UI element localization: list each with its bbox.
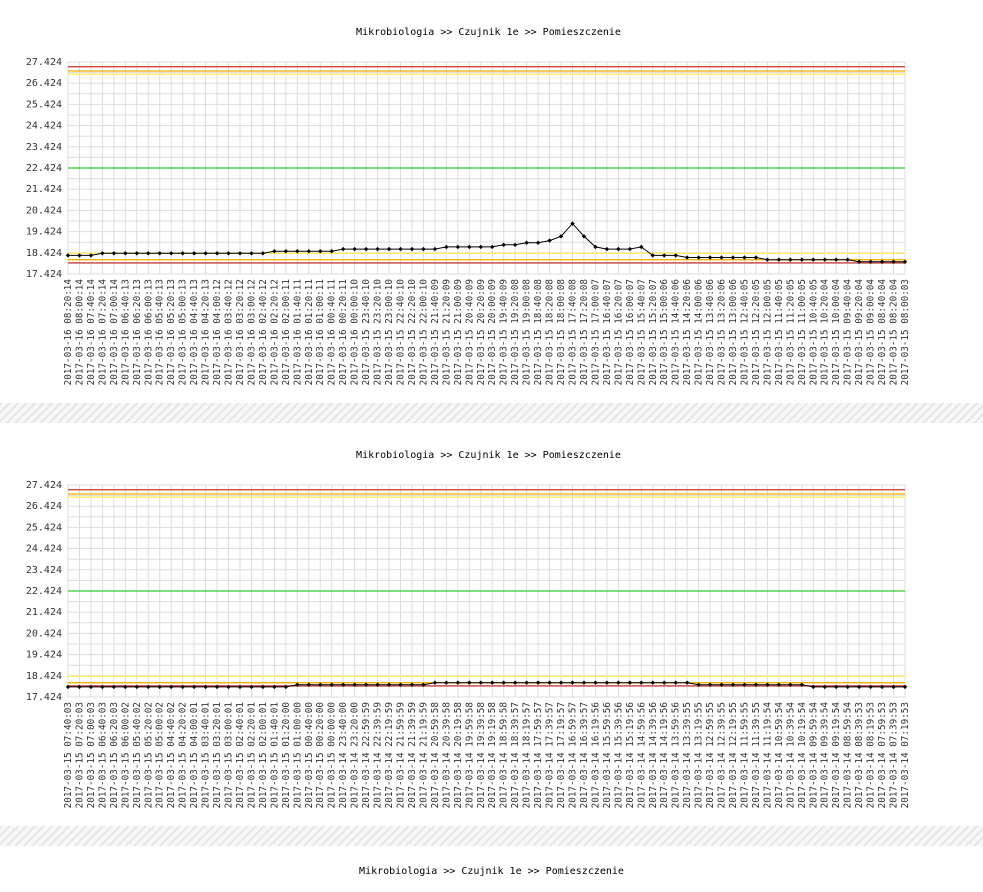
chart-title: Mikrobiologia >> Czujnik 1e >> Pomieszczenie xyxy=(356,27,621,38)
x-tick-label: 2017-03-15 07:00:03 xyxy=(85,702,97,809)
x-tick-label: 2017-03-16 08:00:14 xyxy=(74,279,86,386)
x-tick-label: 2017-03-14 17:19:57 xyxy=(556,702,568,809)
x-tick-label: 2017-03-15 21:00:09 xyxy=(452,278,464,386)
x-tick-label: 2017-03-14 14:59:56 xyxy=(636,702,648,809)
x-tick-label: 2017-03-15 06:20:03 xyxy=(108,702,120,809)
x-tick-label: 2017-03-16 05:20:13 xyxy=(166,279,178,386)
x-tick-label: 2017-03-14 14:39:56 xyxy=(647,702,659,809)
x-tick-label: 2017-03-15 02:00:01 xyxy=(257,702,269,809)
x-tick-label: 2017-03-16 03:20:12 xyxy=(234,279,246,386)
x-tick-label: 2017-03-15 14:20:06 xyxy=(682,279,694,386)
x-tick-label: 2017-03-15 12:40:05 xyxy=(739,279,751,386)
x-tick-label: 2017-03-14 12:19:55 xyxy=(728,702,740,809)
x-tick-label: 2017-03-14 23:20:00 xyxy=(349,702,361,809)
x-tick-label: 2017-03-14 07:59:53 xyxy=(877,702,889,809)
x-tick-label: 2017-03-14 15:39:56 xyxy=(613,702,625,809)
x-tick-label: 2017-03-15 03:00:01 xyxy=(223,702,235,809)
x-tick-label: 2017-03-15 20:40:09 xyxy=(464,279,476,386)
x-tick-label: 2017-03-15 09:40:04 xyxy=(842,279,854,386)
x-tick-label: 2017-03-16 00:00:10 xyxy=(349,279,361,386)
y-tick-label: 21.424 xyxy=(25,184,62,196)
x-tick-label: 2017-03-16 06:00:13 xyxy=(143,279,155,386)
x-tick-label: 2017-03-15 05:20:02 xyxy=(143,702,155,809)
separator-1 xyxy=(0,403,983,423)
y-tick-label: 21.424 xyxy=(25,607,62,619)
x-tick-label: 2017-03-16 01:40:11 xyxy=(292,279,304,386)
x-tick-label: 2017-03-15 14:00:06 xyxy=(693,279,705,386)
x-tick-label: 2017-03-16 00:40:11 xyxy=(326,279,338,386)
x-tick-label: 2017-03-15 23:20:10 xyxy=(372,279,384,386)
x-tick-label: 2017-03-15 17:40:08 xyxy=(567,279,579,386)
chart-title: Mikrobiologia >> Czujnik 1e >> Pomieszczenie xyxy=(356,450,621,461)
separator-2 xyxy=(0,826,983,846)
x-tick-label: 2017-03-14 22:59:59 xyxy=(361,702,373,809)
y-tick-label: 26.424 xyxy=(25,501,62,513)
chart-3-title: Mikrobiologia >> Czujnik 1e >> Pomieszczenie xyxy=(359,866,624,877)
x-tick-label: 2017-03-14 23:40:00 xyxy=(338,702,350,809)
x-tick-label: 2017-03-15 01:20:00 xyxy=(280,702,292,809)
x-tick-label: 2017-03-15 05:40:02 xyxy=(131,702,143,809)
x-tick-label: 2017-03-14 15:59:56 xyxy=(601,702,613,809)
x-tick-label: 2017-03-15 06:00:02 xyxy=(120,702,132,809)
y-tick-label: 26.424 xyxy=(25,78,62,90)
x-tick-label: 2017-03-15 00:20:00 xyxy=(315,702,327,809)
x-tick-label: 2017-03-15 20:00:09 xyxy=(487,279,499,386)
x-tick-label: 2017-03-16 05:00:13 xyxy=(177,279,189,386)
x-tick-label: 2017-03-16 04:00:12 xyxy=(212,279,224,386)
x-tick-label: 2017-03-14 16:39:57 xyxy=(578,702,590,809)
y-tick-label: 19.424 xyxy=(25,649,62,661)
x-tick-label: 2017-03-15 07:20:03 xyxy=(74,702,86,809)
x-tick-label: 2017-03-15 02:20:01 xyxy=(246,702,258,809)
x-tick-label: 2017-03-14 09:19:54 xyxy=(831,702,843,809)
x-tick-label: 2017-03-15 22:00:10 xyxy=(418,279,430,386)
x-tick-label: 2017-03-14 21:39:59 xyxy=(406,702,418,809)
x-tick-label: 2017-03-15 13:40:06 xyxy=(705,279,717,386)
x-tick-label: 2017-03-16 04:40:13 xyxy=(189,279,201,386)
x-tick-label: 2017-03-14 13:39:55 xyxy=(682,702,694,809)
x-tick-label: 2017-03-16 07:20:14 xyxy=(97,279,109,386)
x-tick-label: 2017-03-15 03:20:01 xyxy=(212,702,224,809)
x-tick-label: 2017-03-15 13:20:06 xyxy=(716,279,728,386)
x-tick-label: 2017-03-15 11:40:05 xyxy=(773,279,785,386)
x-tick-label: 2017-03-16 00:20:11 xyxy=(338,279,350,386)
x-tick-label: 2017-03-15 16:00:07 xyxy=(624,279,636,386)
x-tick-label: 2017-03-14 19:39:58 xyxy=(475,702,487,809)
x-tick-label: 2017-03-15 15:20:07 xyxy=(647,279,659,386)
x-tick-label: 2017-03-15 02:40:01 xyxy=(234,702,246,809)
y-tick-label: 24.424 xyxy=(25,120,62,132)
x-tick-label: 2017-03-14 07:19:53 xyxy=(900,702,911,809)
x-tick-label: 2017-03-14 12:39:55 xyxy=(716,702,728,809)
x-tick-label: 2017-03-16 07:40:14 xyxy=(85,279,97,386)
x-tick-label: 2017-03-16 05:40:13 xyxy=(154,279,166,386)
x-tick-label: 2017-03-14 10:39:54 xyxy=(785,702,797,809)
x-tick-label: 2017-03-15 21:20:09 xyxy=(441,279,453,386)
x-tick-label: 2017-03-14 13:59:56 xyxy=(670,702,682,809)
x-tick-label: 2017-03-14 18:19:57 xyxy=(521,702,533,809)
chart-2 xyxy=(0,423,983,826)
x-tick-label: 2017-03-15 09:00:04 xyxy=(865,279,877,386)
x-tick-label: 2017-03-15 18:40:08 xyxy=(533,279,545,386)
x-tick-label: 2017-03-16 02:00:11 xyxy=(280,279,292,386)
x-tick-label: 2017-03-15 09:20:04 xyxy=(854,279,866,386)
x-tick-label: 2017-03-15 00:40:00 xyxy=(303,702,315,809)
x-tick-label: 2017-03-15 22:40:10 xyxy=(395,279,407,386)
x-tick-label: 2017-03-14 17:39:57 xyxy=(544,702,556,809)
x-tick-label: 2017-03-16 02:40:12 xyxy=(257,279,269,386)
x-tick-label: 2017-03-15 08:00:03 xyxy=(900,279,911,386)
x-tick-label: 2017-03-15 18:00:08 xyxy=(556,279,568,386)
x-tick-label: 2017-03-15 22:20:10 xyxy=(406,279,418,386)
x-tick-label: 2017-03-15 11:00:05 xyxy=(796,279,808,386)
x-tick-label: 2017-03-14 12:59:55 xyxy=(705,702,717,809)
x-tick-label: 2017-03-15 18:20:08 xyxy=(544,279,556,386)
x-tick-label: 2017-03-14 19:59:58 xyxy=(464,702,476,809)
x-tick-label: 2017-03-15 11:20:05 xyxy=(785,279,797,386)
x-tick-label: 2017-03-15 10:40:05 xyxy=(808,279,820,386)
y-tick-label: 24.424 xyxy=(25,543,62,555)
x-tick-label: 2017-03-16 03:40:12 xyxy=(223,279,235,386)
x-tick-label: 2017-03-15 19:20:08 xyxy=(510,279,522,386)
x-tick-label: 2017-03-16 03:00:12 xyxy=(246,279,258,386)
y-tick-label: 22.424 xyxy=(25,163,62,174)
x-tick-label: 2017-03-15 01:40:01 xyxy=(269,702,281,809)
y-tick-label: 17.424 xyxy=(25,692,62,703)
x-tick-label: 2017-03-15 01:00:00 xyxy=(292,702,304,809)
y-tick-label: 18.424 xyxy=(25,247,62,259)
x-tick-label: 2017-03-15 04:20:02 xyxy=(177,702,189,809)
x-tick-label: 2017-03-15 23:00:10 xyxy=(384,279,396,386)
x-tick-label: 2017-03-16 06:40:13 xyxy=(120,279,132,386)
x-tick-label: 2017-03-14 19:19:58 xyxy=(487,702,499,809)
x-tick-label: 2017-03-14 11:59:55 xyxy=(739,702,751,809)
x-tick-label: 2017-03-15 15:00:06 xyxy=(659,279,671,386)
x-tick-label: 2017-03-15 00:00:00 xyxy=(326,702,338,809)
y-tick-label: 19.424 xyxy=(25,226,62,238)
x-tick-label: 2017-03-15 16:20:07 xyxy=(613,279,625,386)
chart-panel-1 xyxy=(0,0,983,403)
x-tick-label: 2017-03-14 16:59:57 xyxy=(567,702,579,809)
y-tick-label: 20.424 xyxy=(25,628,62,640)
x-tick-label: 2017-03-14 08:59:54 xyxy=(842,702,854,809)
x-tick-label: 2017-03-14 20:59:58 xyxy=(429,702,441,809)
x-tick-label: 2017-03-14 11:19:54 xyxy=(762,702,774,809)
x-tick-label: 2017-03-16 07:00:14 xyxy=(108,279,120,386)
x-tick-label: 2017-03-14 18:59:58 xyxy=(498,702,510,809)
x-tick-label: 2017-03-14 16:19:56 xyxy=(590,702,602,809)
y-tick-label: 22.424 xyxy=(25,586,62,597)
x-tick-label: 2017-03-14 09:59:54 xyxy=(808,702,820,809)
x-tick-label: 2017-03-14 14:19:56 xyxy=(659,702,671,809)
x-tick-label: 2017-03-14 21:59:59 xyxy=(395,702,407,809)
y-tick-label: 23.424 xyxy=(25,564,62,576)
x-tick-label: 2017-03-14 13:19:55 xyxy=(693,702,705,809)
x-tick-label: 2017-03-15 16:40:07 xyxy=(601,279,613,386)
x-tick-label: 2017-03-14 21:19:59 xyxy=(418,702,430,809)
x-tick-label: 2017-03-16 01:20:11 xyxy=(303,279,315,386)
x-tick-label: 2017-03-16 06:20:13 xyxy=(131,279,143,386)
y-tick-label: 18.424 xyxy=(25,670,62,682)
x-tick-label: 2017-03-15 10:20:04 xyxy=(819,279,831,386)
x-tick-label: 2017-03-15 19:00:08 xyxy=(521,279,533,386)
x-tick-label: 2017-03-14 09:39:54 xyxy=(819,702,831,809)
chart-1 xyxy=(0,0,983,403)
x-tick-label: 2017-03-15 23:40:10 xyxy=(361,279,373,386)
y-tick-label: 27.424 xyxy=(25,57,62,68)
x-tick-label: 2017-03-15 13:00:06 xyxy=(728,279,740,386)
x-tick-label: 2017-03-15 06:40:03 xyxy=(97,702,109,809)
x-tick-label: 2017-03-15 05:00:02 xyxy=(154,702,166,809)
chart-panel-2 xyxy=(0,423,983,826)
x-tick-label: 2017-03-15 08:40:04 xyxy=(877,279,889,386)
x-tick-label: 2017-03-14 08:19:53 xyxy=(865,702,877,809)
x-tick-label: 2017-03-16 02:20:12 xyxy=(269,279,281,386)
x-tick-label: 2017-03-14 15:19:56 xyxy=(624,702,636,809)
x-tick-label: 2017-03-15 15:40:07 xyxy=(636,279,648,386)
y-tick-label: 23.424 xyxy=(25,141,62,153)
chart-panel-3 xyxy=(0,846,983,892)
x-tick-label: 2017-03-15 21:40:09 xyxy=(429,279,441,386)
x-tick-label: 2017-03-16 08:20:14 xyxy=(63,279,74,386)
x-tick-label: 2017-03-15 19:40:09 xyxy=(498,278,510,386)
x-tick-label: 2017-03-15 03:40:01 xyxy=(200,702,212,809)
x-tick-label: 2017-03-15 10:00:04 xyxy=(831,279,843,386)
x-tick-label: 2017-03-15 04:40:02 xyxy=(166,702,178,809)
x-tick-label: 2017-03-15 20:20:09 xyxy=(475,278,487,386)
x-tick-label: 2017-03-14 20:39:58 xyxy=(441,702,453,809)
x-tick-label: 2017-03-15 14:40:06 xyxy=(670,279,682,386)
x-tick-label: 2017-03-14 22:39:59 xyxy=(372,702,384,809)
x-tick-label: 2017-03-16 04:20:13 xyxy=(200,279,212,386)
x-tick-label: 2017-03-14 10:19:54 xyxy=(796,702,808,809)
x-tick-label: 2017-03-14 08:39:53 xyxy=(854,702,866,809)
x-tick-label: 2017-03-15 07:40:03 xyxy=(63,702,74,809)
x-tick-label: 2017-03-15 12:20:05 xyxy=(750,279,762,386)
x-tick-label: 2017-03-14 07:39:53 xyxy=(888,702,900,809)
x-tick-label: 2017-03-14 22:19:59 xyxy=(384,702,396,809)
y-tick-label: 25.424 xyxy=(25,522,62,534)
x-tick-label: 2017-03-15 17:00:07 xyxy=(590,279,602,386)
x-tick-label: 2017-03-15 04:00:01 xyxy=(189,702,201,809)
x-tick-label: 2017-03-15 08:20:04 xyxy=(888,279,900,386)
x-tick-label: 2017-03-14 17:59:57 xyxy=(533,702,545,809)
x-tick-label: 2017-03-14 11:39:55 xyxy=(750,702,762,809)
x-tick-label: 2017-03-14 10:59:54 xyxy=(773,702,785,809)
x-tick-label: 2017-03-14 18:39:57 xyxy=(510,702,522,809)
y-tick-label: 27.424 xyxy=(25,480,62,491)
x-tick-label: 2017-03-16 01:00:11 xyxy=(315,279,327,386)
x-tick-label: 2017-03-15 17:20:08 xyxy=(578,279,590,386)
y-tick-label: 20.424 xyxy=(25,205,62,217)
y-tick-label: 17.424 xyxy=(25,269,62,280)
x-tick-label: 2017-03-14 20:19:58 xyxy=(452,702,464,809)
x-tick-label: 2017-03-15 12:00:05 xyxy=(762,279,774,386)
y-tick-label: 25.424 xyxy=(25,99,62,111)
